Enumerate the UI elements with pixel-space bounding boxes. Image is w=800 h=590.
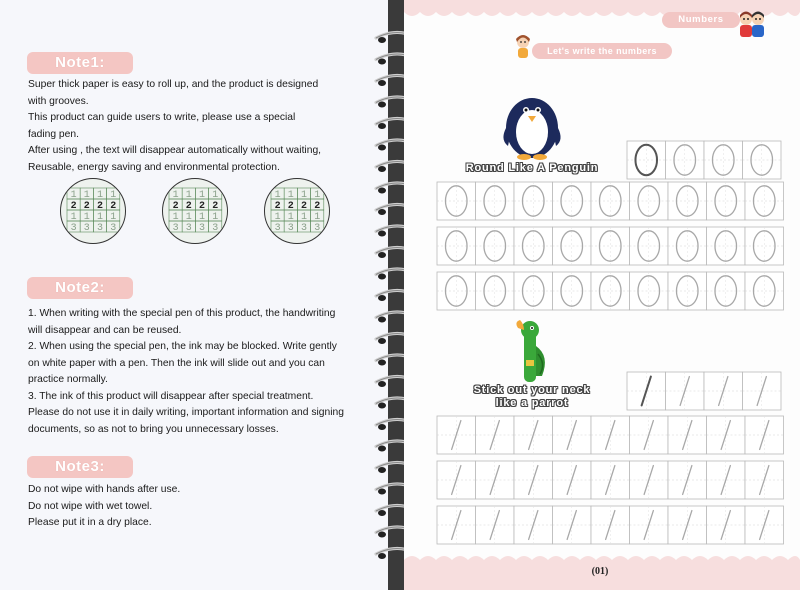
exercise-one-caption-line: Stick out your neck: [473, 384, 591, 396]
grid-digit: 1: [70, 190, 77, 202]
grid-digit: 1: [172, 190, 179, 202]
section-tab: Numbers: [662, 12, 740, 28]
practice-row: [437, 461, 784, 499]
note2-line: 1. When writing with the special pen of this product, the handwriting: [28, 308, 336, 319]
grid-digit: 1: [110, 190, 117, 202]
note3-title: Note3:: [27, 456, 133, 478]
practice-row: [437, 506, 784, 544]
note2-line: documents, so as not to bring you unnecessary losses.: [28, 423, 279, 435]
grid-digit: 1: [70, 212, 77, 224]
grid-digit: 3: [70, 223, 77, 235]
exercise-one-caption-line: like a parrot: [495, 397, 569, 409]
practice-row: [437, 182, 784, 220]
note2-line: 3. The ink of this product will disappear after special treatment.: [28, 390, 314, 402]
grid-digit: 1: [198, 212, 206, 224]
grid-digit: 3: [287, 223, 294, 235]
grid-digit: 1: [314, 212, 321, 224]
grid-digit: 2: [287, 201, 294, 213]
grid-digit: 1: [110, 212, 117, 224]
grid-digit: 3: [185, 223, 192, 235]
grid-digit: 2: [314, 201, 321, 213]
note2-line: on white paper with a pen. Then the ink will slide out and you can: [28, 357, 325, 369]
grid-digit: 3: [172, 223, 179, 235]
grid-digit: 1: [172, 212, 179, 224]
grid-digit: 1: [274, 212, 281, 224]
grid-digit: 1: [314, 190, 321, 202]
note3-line: Do not wipe with wet towel.: [28, 500, 153, 512]
practice-row: [627, 141, 781, 179]
grid-digit: 2: [172, 201, 179, 213]
grid-digit: 1: [300, 212, 308, 224]
note2-line: will disappear and can be reused.: [28, 324, 182, 336]
grid-digit: 2: [70, 201, 77, 213]
grid-digit: 2: [185, 201, 192, 213]
grid-digit: 2: [300, 201, 308, 213]
note1-line: fading pen.: [28, 128, 79, 140]
grid-digit: 1: [274, 190, 281, 202]
exercise-zero-caption: Round Like A Penguin: [465, 162, 599, 174]
note2-line: practice normally.: [28, 374, 108, 385]
practice-row: [437, 416, 784, 454]
grid-digit: 1: [185, 212, 192, 224]
grid-digit: 3: [274, 223, 281, 235]
grid-digit: 1: [287, 190, 294, 202]
grid-digit: 3: [300, 223, 308, 235]
note1-line: Super thick paper is easy to roll up, and the product is designed: [28, 79, 319, 90]
note2-line: Please do not use it in daily writing, important information and signing: [28, 407, 344, 418]
grid-digit: 2: [274, 201, 281, 213]
practice-row: [627, 372, 781, 410]
grid-digit: 1: [96, 212, 104, 224]
grid-digit: 3: [212, 223, 219, 235]
grid-digit: 1: [212, 212, 219, 224]
grid-digit: 2: [83, 201, 90, 213]
note2-title: Note2:: [27, 277, 133, 299]
grid-digit: 2: [198, 201, 206, 213]
practice-row: [437, 227, 784, 265]
note1-line: This product can guide users to write, please use a special: [28, 112, 296, 123]
note1-line: with grooves.: [28, 95, 89, 107]
grid-digit: 2: [110, 201, 117, 213]
note2-line: 2. When using the special pen, the ink may be blocked. Write gently: [28, 341, 337, 352]
grid-digit: 3: [83, 223, 90, 235]
practice-row: [437, 272, 784, 310]
grid-digit: 1: [83, 190, 90, 202]
exercise-subtitle: Let's write the numbers: [532, 43, 672, 59]
grid-digit: 1: [83, 212, 90, 224]
grid-digit: 1: [96, 190, 104, 202]
grid-digit: 1: [185, 190, 192, 202]
note1-title: Note1:: [27, 52, 133, 74]
note1-line: Reusable, energy saving and environmental protection.: [28, 161, 280, 173]
grid-digit: 1: [300, 190, 308, 202]
note1-line: After using , the text will disappear automatically without waiting,: [28, 145, 322, 156]
grid-digit: 1: [287, 212, 294, 224]
note3-line: Please put it in a dry place.: [28, 517, 152, 528]
grid-digit: 2: [96, 201, 104, 213]
grid-digit: 3: [110, 223, 117, 235]
page-number: (01): [591, 566, 609, 577]
note3-line: Do not wipe with hands after use.: [28, 484, 181, 495]
grid-digit: 3: [198, 223, 206, 235]
grid-digit: 3: [314, 223, 321, 235]
grid-digit: 1: [198, 190, 206, 202]
grid-digit: 3: [96, 223, 104, 235]
grid-digit: 2: [212, 201, 219, 213]
grid-digit: 1: [212, 190, 219, 202]
